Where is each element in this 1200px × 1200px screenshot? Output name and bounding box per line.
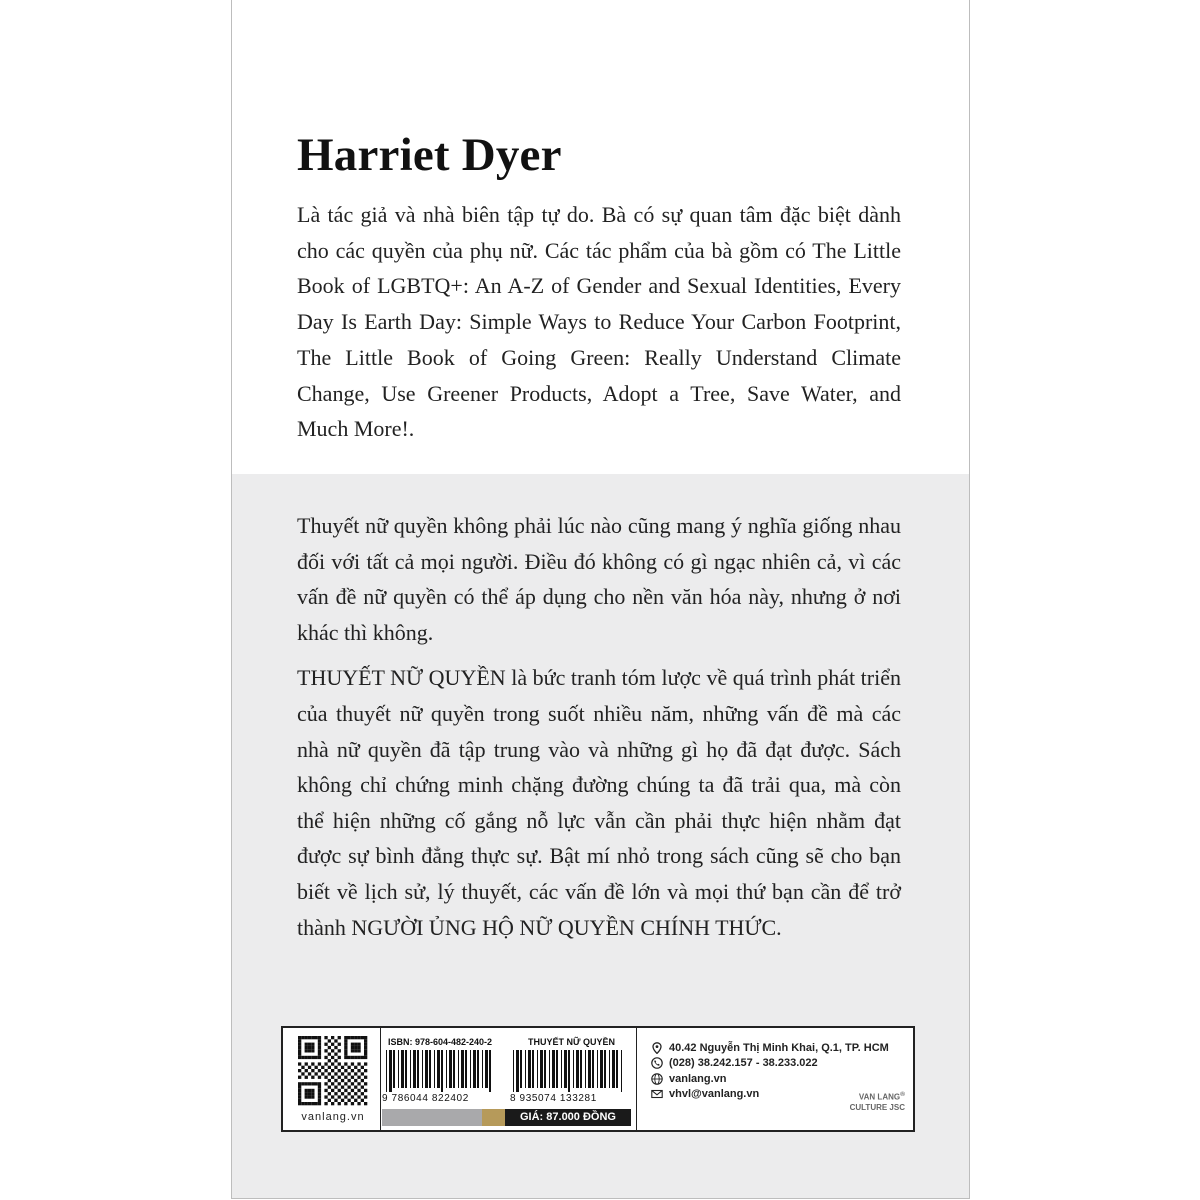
isbn-number: 9 786044 822402 [382, 1093, 469, 1104]
author-bio: Là tác giả và nhà biên tập tự do. Bà có sự quan tâm đặc biệt dành cho các quyền của phụ nữ. Các tác phẩm của bà gồm có The Little Book of LGBTQ+: An A-Z of Gender and Sexual Identities, Every Day Is Earth Day: Simple Ways to Reduce Your Carbon Footprint, The Little Book of Going Green: Really Understand Climate Change, Use Greener Products, Adopt a Tree, Save Water, and Much More!. [297, 202, 901, 442]
contact-phone [651, 1056, 889, 1072]
qr-code [289, 1034, 377, 1124]
synopsis-paragraph-2: THUYẾT NỮ QUYỀN là bức tranh tóm lược về quá trình phát triển của thuyết nữ quyền trong suốt nhiều năm, những vấn đề mà các nhà nữ quyền đã tập trung vào và những gì họ đã đạt được. Sách không chỉ chứng minh chặng đường chúng ta đã trải qua, mà còn thể hiện những cố gắng nỗ lực vẫn cần phải thực hiện nhằm đạt được sự bình đẳng thực sự. Bật mí nhỏ trong sách cũng sẽ cho bạn biết về lịch sử, lý thuyết, các vấn đề lớn và mọi thứ bạn cần để trở thành NGƯỜI ỦNG HỘ NỮ QUYỀN CHÍNH THỨC. [297, 665, 901, 940]
email-text: vhvl@vanlang.vn [669, 1088, 760, 1101]
price-label: GIÁ: 87.000 ĐỒNG [505, 1109, 631, 1126]
book-back-cover [231, 0, 970, 1199]
divider [636, 1028, 637, 1130]
brand-line-2: CULTURE JSC [849, 1102, 905, 1112]
qr-caption: vanlang.vn [301, 1111, 365, 1123]
price-bar-gray [382, 1109, 482, 1126]
product-number: 8 935074 133281 [510, 1093, 597, 1104]
location-pin-icon [651, 1042, 663, 1054]
isbn-label: ISBN: 978-604-482-240-2 [388, 1037, 493, 1047]
phone-icon [651, 1057, 663, 1069]
publisher-info-strip [281, 1026, 915, 1132]
address-text: 40.42 Nguyễn Thị Minh Khai, Q.1, TP. HCM [669, 1041, 889, 1054]
isbn-barcode [386, 1050, 496, 1092]
contact-address [651, 1040, 889, 1056]
author-name: Harriet Dyer [297, 129, 562, 181]
book-title-label: THUYẾT NỮ QUYỀN [528, 1037, 615, 1047]
price-bar-gold [482, 1109, 505, 1126]
synopsis-paragraph-1: Thuyết nữ quyền không phải lúc nào cũng mang ý nghĩa giống nhau đối với tất cả mọi người. Điều đó không có gì ngạc nhiên cả, vì các vấn đề nữ quyền có thể áp dụng cho nền văn hóa này, nhưng ở nơi khác thì không. [297, 513, 901, 645]
publisher-logo [831, 1090, 905, 1113]
synopsis [297, 508, 901, 955]
phone-text: (028) 38.242.157 - 38.233.022 [669, 1057, 818, 1070]
product-barcode [513, 1050, 625, 1092]
website-text: vanlang.vn [669, 1072, 727, 1085]
envelope-icon [651, 1088, 663, 1100]
brand-line-1: VAN LANG [858, 1092, 901, 1102]
contact-website [651, 1071, 889, 1087]
registered-mark: ® [900, 1091, 905, 1098]
globe-icon [651, 1073, 663, 1085]
divider [380, 1028, 381, 1130]
